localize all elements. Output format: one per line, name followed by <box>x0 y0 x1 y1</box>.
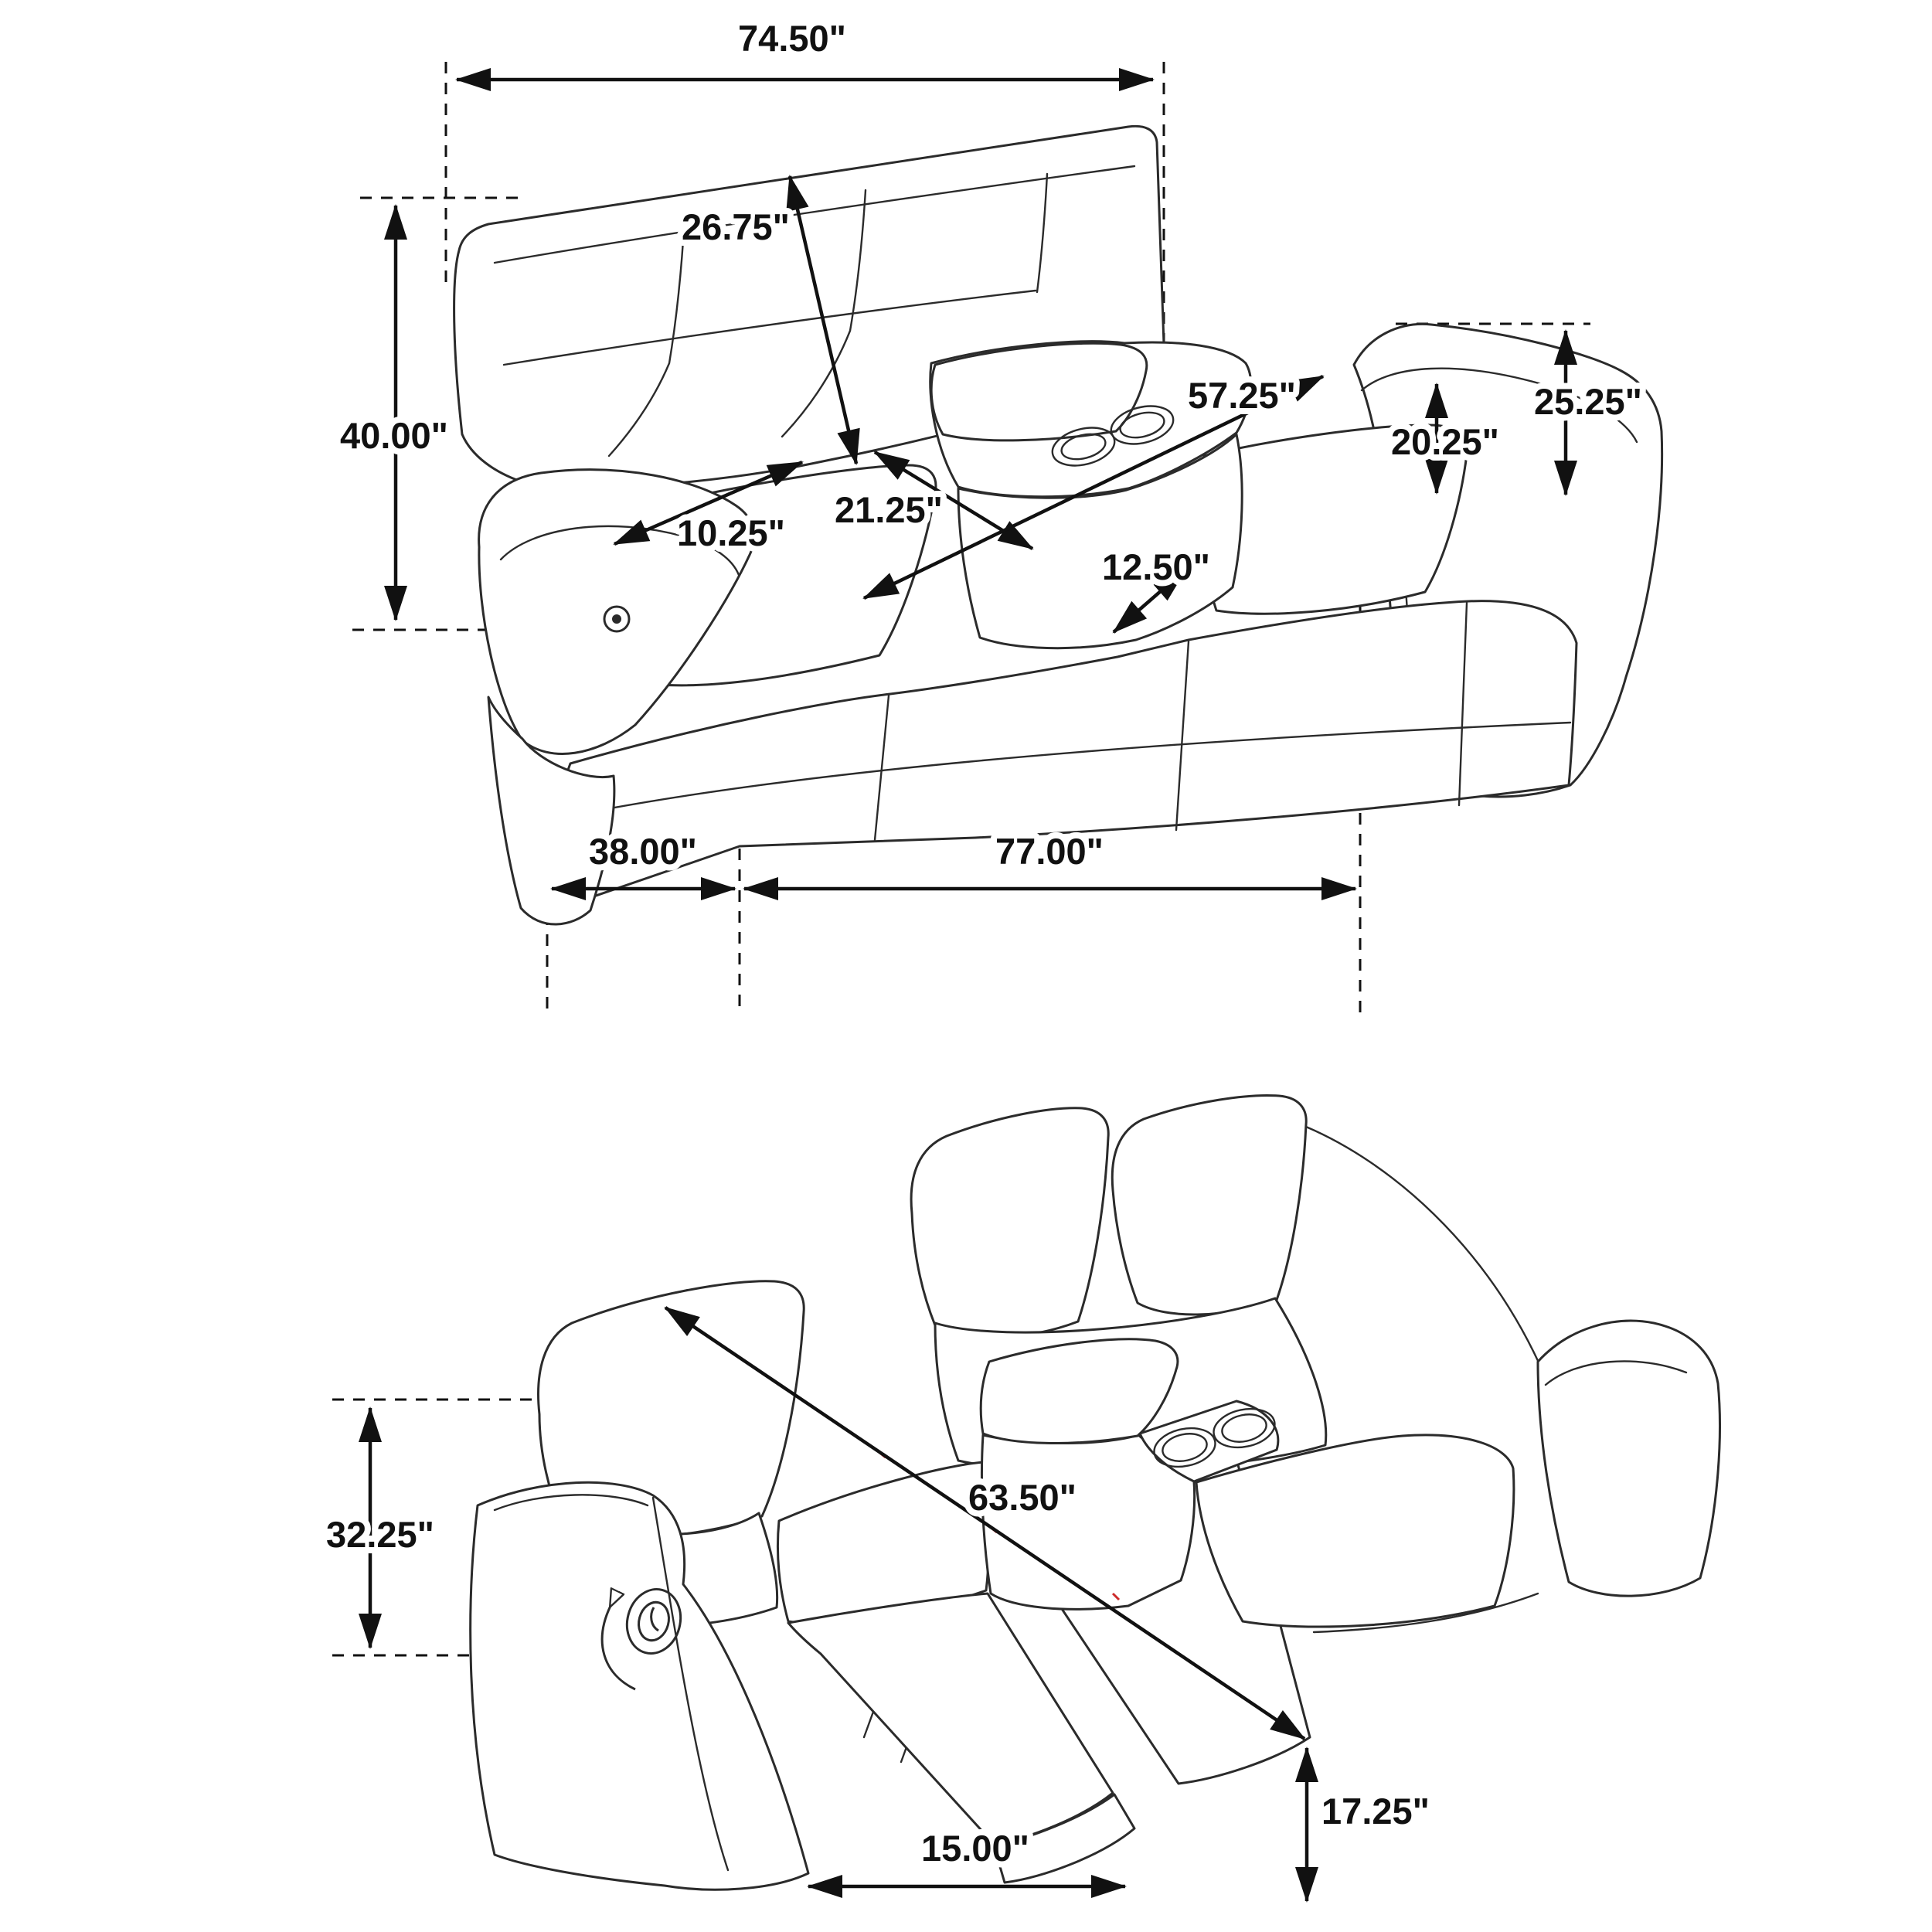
dim-footrest-height <box>1307 1748 1430 1901</box>
sofa-reclined <box>471 1095 1720 1889</box>
dim-overall-width <box>457 18 1153 80</box>
dim-reclined-footprint-label: 77.00" <box>995 831 1104 872</box>
dim-arm-height-label: 25.25" <box>1534 381 1642 422</box>
dim-interior-width-label: 57.25" <box>1188 375 1296 416</box>
reclined-right-back-edge <box>1306 1127 1539 1364</box>
reclined-right-headrest-2 <box>1112 1095 1306 1314</box>
dim-overall-height-label: 40.00" <box>340 415 448 456</box>
dim-overall-width-label: 74.50" <box>738 18 846 59</box>
dim-depth-label: 38.00" <box>589 831 697 872</box>
dim-footrest-extension-label: 15.00" <box>921 1828 1029 1869</box>
dim-footrest-height-label: 17.25" <box>1321 1791 1430 1832</box>
reclined-left-footrest <box>788 1594 1113 1844</box>
dim-seat-depth-label: 21.25" <box>835 489 943 530</box>
reclined-right-headrest-1 <box>911 1108 1108 1338</box>
dim-console-width-label: 12.50" <box>1102 546 1210 587</box>
dim-back-diagonal-label: 26.75" <box>682 206 790 247</box>
dim-reclined-height-label: 32.25" <box>326 1514 434 1555</box>
dim-arm-width-label: 10.25" <box>677 512 785 553</box>
sofa-upright <box>454 126 1662 924</box>
console-lid <box>931 343 1147 440</box>
dim-seat-to-arm-height-label: 20.25" <box>1391 421 1499 462</box>
dim-overall-height <box>340 206 448 620</box>
reclined-right-seat <box>1196 1435 1514 1627</box>
dim-reclined-length-label: 63.50" <box>968 1477 1077 1518</box>
dim-reclined-height <box>326 1408 434 1648</box>
